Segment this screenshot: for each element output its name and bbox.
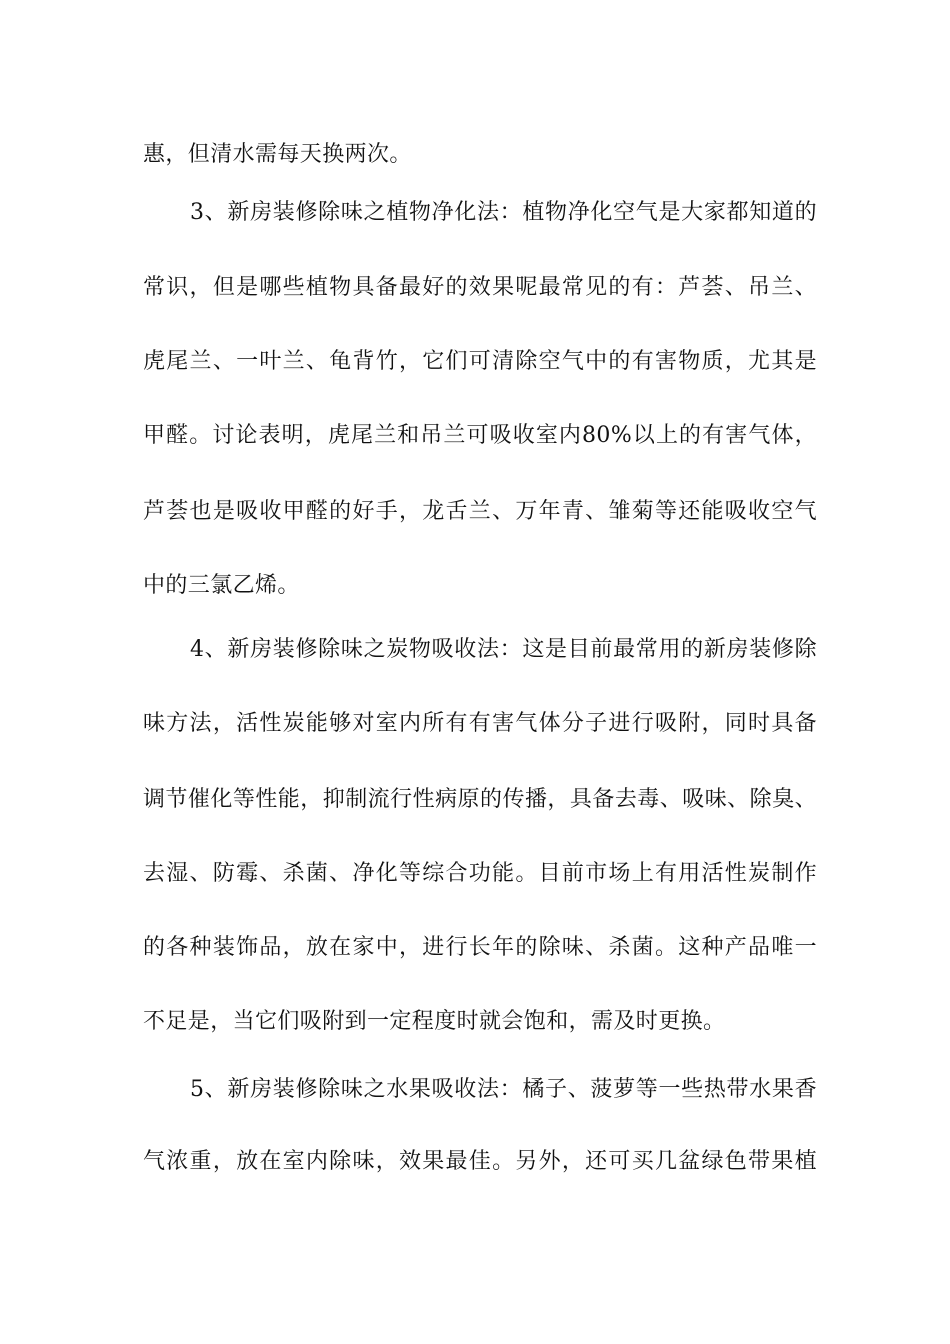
paragraph-line: 惠，但清水需每天换两次。 [143,142,412,167]
paragraph-line: 常识，但是哪些植物具备最好的效果呢最常见的有：芦荟、吊兰、 [143,275,817,300]
paragraph-line: 的各种装饰品，放在家中，进行长年的除味、杀菌。这种产品唯一 [143,935,817,960]
paragraph-line: 3、新房装修除味之植物净化法：植物净化空气是大家都知道的 [190,200,817,225]
paragraph-line: 去湿、防霉、杀菌、净化等综合功能。目前市场上有用活性炭制作 [143,861,817,886]
paragraph-line: 中的三氯乙烯。 [143,573,300,598]
paragraph-line: 4、新房装修除味之炭物吸收法：这是目前最常用的新房装修除 [190,637,817,662]
paragraph-line: 虎尾兰、一叶兰、龟背竹，它们可清除空气中的有害物质，尤其是 [143,349,817,374]
paragraph-line: 味方法，活性炭能够对室内所有有害气体分子进行吸附，同时具备 [143,711,817,736]
paragraph-line: 芦荟也是吸收甲醛的好手，龙舌兰、万年青、雏菊等还能吸收空气 [143,499,817,524]
paragraph-line: 气浓重，放在室内除味，效果最佳。另外，还可买几盆绿色带果植 [143,1149,817,1174]
paragraph-line: 5、新房装修除味之水果吸收法：橘子、菠萝等一些热带水果香 [190,1077,817,1102]
paragraph-line: 不足是，当它们吸附到一定程度时就会饱和，需及时更换。 [143,1009,726,1034]
paragraph-line: 甲醛。讨论表明，虎尾兰和吊兰可吸收室内80%以上的有害气体， [143,423,817,448]
paragraph-line: 调节催化等性能，抑制流行性病原的传播，具备去毒、吸味、除臭、 [143,787,817,812]
